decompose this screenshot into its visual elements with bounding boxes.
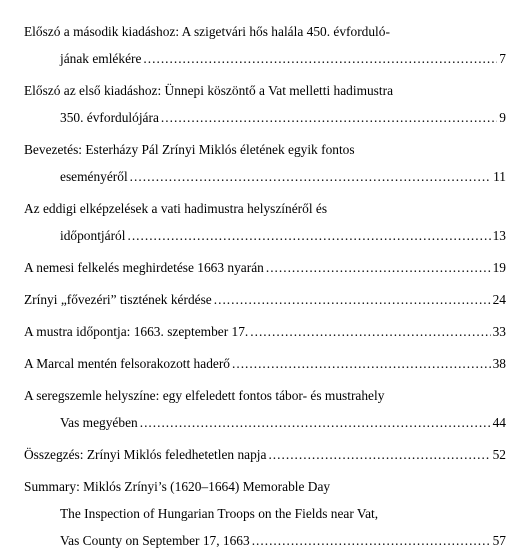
toc-entry-last-line — [24, 441, 506, 468]
toc-page-number: 19 — [492, 260, 506, 275]
toc-entry-title-end: Vas megyében — [60, 415, 138, 430]
toc-entry[interactable] — [24, 136, 506, 190]
dot-leader — [140, 409, 491, 436]
toc-entry-title-line: A seregszemle helyszíne: egy elfeledett fontos tábor- és mustrahely — [24, 388, 385, 403]
toc-entry-title-line: Előszó az első kiadáshoz: Ünnepi köszöntő a Vat melletti hadimustra — [24, 83, 394, 98]
dot-leader — [266, 254, 491, 281]
toc-entry-last-line — [24, 409, 506, 436]
toc-entry-title: A mustra időpontja: 1663. szeptember 17. — [24, 324, 249, 339]
toc-entry-last-line — [24, 527, 506, 554]
toc-page-number: 52 — [492, 447, 506, 462]
toc-entry[interactable] — [24, 195, 506, 249]
dot-leader — [268, 441, 490, 468]
toc-entry[interactable] — [24, 77, 506, 131]
toc-entry-last-line — [24, 45, 506, 72]
toc-entry[interactable] — [24, 286, 506, 313]
toc-entry[interactable] — [24, 350, 506, 377]
toc-entry-title-end: Vas County on September 17, 1663 — [60, 533, 250, 548]
toc-entry[interactable] — [24, 318, 506, 345]
dot-leader — [127, 222, 490, 249]
toc-entry-last-line — [24, 222, 506, 249]
toc-entry[interactable] — [24, 254, 506, 281]
toc-entry[interactable] — [24, 382, 506, 436]
dot-leader — [214, 286, 491, 313]
toc-entry[interactable] — [24, 18, 506, 72]
dot-leader — [130, 163, 491, 190]
toc-entry-last-line — [24, 318, 506, 345]
dot-leader — [232, 350, 491, 377]
toc-entry-last-line — [24, 163, 506, 190]
toc-entry-title-line: Summary: Miklós Zrínyi’s (1620–1664) Memorable Day — [24, 479, 331, 494]
toc-entry-title: A Marcal mentén felsorakozott haderő — [24, 356, 230, 371]
dot-leader — [143, 45, 497, 72]
toc-entry-title: Zrínyi „fővezéri” tisztének kérdése — [24, 292, 212, 307]
toc-entry-title-line: Bevezetés: Esterházy Pál Zrínyi Miklós életének egyik fontos — [24, 142, 355, 157]
toc-page-number: 13 — [492, 228, 506, 243]
dot-leader — [250, 318, 490, 345]
toc-page-number: 44 — [492, 415, 506, 430]
toc-page-number: 24 — [492, 292, 506, 307]
toc-entry-title-end: időpontjáról — [60, 228, 126, 243]
toc-entry-title-line: The Inspection of Hungarian Troops on the Fields near Vat, — [60, 506, 379, 521]
dot-leader — [252, 527, 491, 554]
toc-entry-title-line: Előszó a második kiadáshoz: A szigetvári hős halála 450. évforduló- — [24, 24, 390, 39]
toc-entry-title-end: 350. évfordulójára — [60, 110, 159, 125]
toc-page-number: 9 — [499, 110, 506, 125]
toc-entry-title-end: jának emlékére — [60, 51, 142, 66]
table-of-contents — [24, 18, 506, 559]
toc-entry-last-line — [24, 286, 506, 313]
toc-page-number: 11 — [493, 169, 506, 184]
toc-page-number: 7 — [499, 51, 506, 66]
toc-entry-title-end: eseményéről — [60, 169, 128, 184]
toc-page-number: 33 — [492, 324, 506, 339]
toc-page-number: 38 — [492, 356, 506, 371]
toc-entry[interactable] — [24, 473, 506, 554]
toc-entry-title-line: Az eddigi elképzelések a vati hadimustra helyszínéről és — [24, 201, 328, 216]
toc-entry-title: A nemesi felkelés meghirdetése 1663 nyarán — [24, 260, 264, 275]
dot-leader — [161, 104, 497, 131]
toc-page-number: 57 — [492, 533, 506, 548]
toc-entry-last-line — [24, 254, 506, 281]
toc-entry[interactable] — [24, 441, 506, 468]
toc-entry-last-line — [24, 350, 506, 377]
toc-entry-last-line — [24, 104, 506, 131]
toc-entry-title: Összegzés: Zrínyi Miklós feledhetetlen napja — [24, 447, 267, 462]
